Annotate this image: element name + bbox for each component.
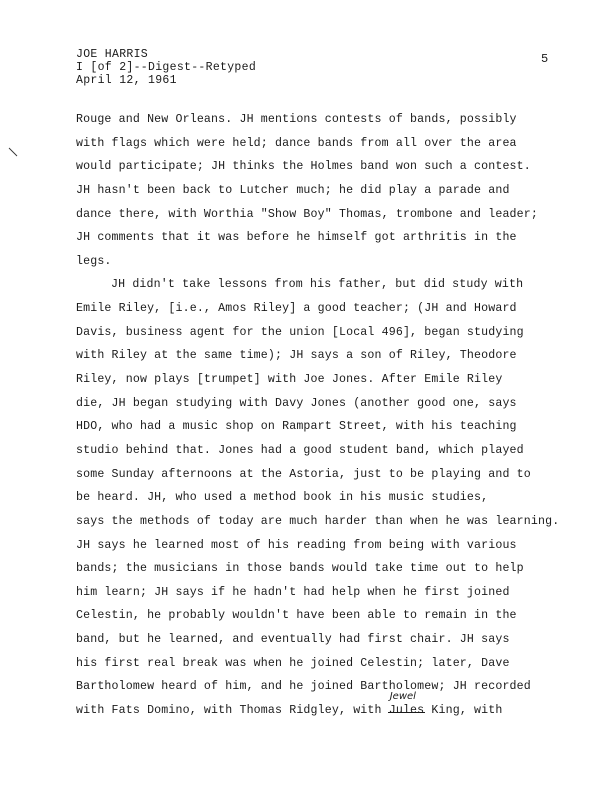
text-line: JH hasn't been back to Lutcher much; he did play a parade and bbox=[76, 183, 510, 197]
handwritten-correction bbox=[388, 691, 425, 723]
struck-word: Jules bbox=[389, 699, 425, 723]
text-line: JH comments that it was before he himself got arthritis in the bbox=[76, 231, 517, 245]
text-line: be heard. JH, who used a method book in his music studies, bbox=[76, 491, 489, 505]
text-line: Davis, business agent for the union [Local 496], began studying bbox=[76, 325, 524, 339]
text-line: studio behind that. Jones had a good student band, which played bbox=[76, 443, 524, 457]
paragraph-first-line: JH didn't take lessons from his father, but did study with bbox=[111, 278, 524, 292]
page-number: 5 bbox=[541, 52, 549, 66]
text-line: with Riley at the same time); JH says a son of Riley, Theodore bbox=[76, 349, 517, 363]
stray-pen-mark bbox=[8, 146, 18, 158]
document-body bbox=[76, 108, 576, 723]
text-line: with flags which were held; dance bands from all over the area bbox=[76, 136, 517, 150]
text-segment: King, with bbox=[424, 704, 503, 718]
text-line: Bartholomew heard of him, and he joined Bartholomew; JH recorded bbox=[76, 680, 531, 694]
header-name: JOE HARRIS bbox=[76, 48, 149, 61]
text-line: bands; the musicians in those bands would take time out to help bbox=[76, 562, 524, 576]
text-line: JH says he learned most of his reading from being with various bbox=[76, 538, 517, 552]
header-volume: I [of 2]--Digest--Retyped bbox=[76, 61, 257, 74]
text-line: Emile Riley, [i.e., Amos Riley] a good teacher; (JH and Howard bbox=[76, 302, 517, 316]
text-line: Celestin, he probably wouldn't have been able to remain in the bbox=[76, 609, 517, 623]
text-line: some Sunday afternoons at the Astoria, just to be playing and to bbox=[76, 467, 531, 481]
text-line: legs. bbox=[76, 254, 112, 268]
text-line: HDO, who had a music shop on Rampart Street, with his teaching bbox=[76, 420, 517, 434]
document-header bbox=[76, 48, 376, 87]
text-line: his first real break was when he joined Celestin; later, Dave bbox=[76, 656, 510, 670]
text-line: die, JH began studying with Davy Jones (another good one, says bbox=[76, 396, 517, 410]
text-line: Rouge and New Orleans. JH mentions contests of bands, possibly bbox=[76, 113, 517, 126]
inserted-word: Jewel bbox=[389, 691, 416, 703]
text-line-with-correction bbox=[76, 691, 576, 723]
header-date: April 12, 1961 bbox=[76, 74, 177, 87]
text-line: him learn; JH says if he hadn't had help when he first joined bbox=[76, 585, 510, 599]
text-line: says the methods of today are much harder than when he was learning. bbox=[76, 514, 560, 528]
text-line: would participate; JH thinks the Holmes band won such a contest. bbox=[76, 160, 531, 174]
text-line: Riley, now plays [trumpet] with Joe Jones. After Emile Riley bbox=[76, 373, 503, 387]
text-line: band, but he learned, and eventually had first chair. JH says bbox=[76, 633, 510, 647]
text-segment: with Fats Domino, with Thomas Ridgley, with bbox=[76, 704, 389, 718]
text-line: dance there, with Worthia "Show Boy" Thomas, trombone and leader; bbox=[76, 207, 538, 221]
